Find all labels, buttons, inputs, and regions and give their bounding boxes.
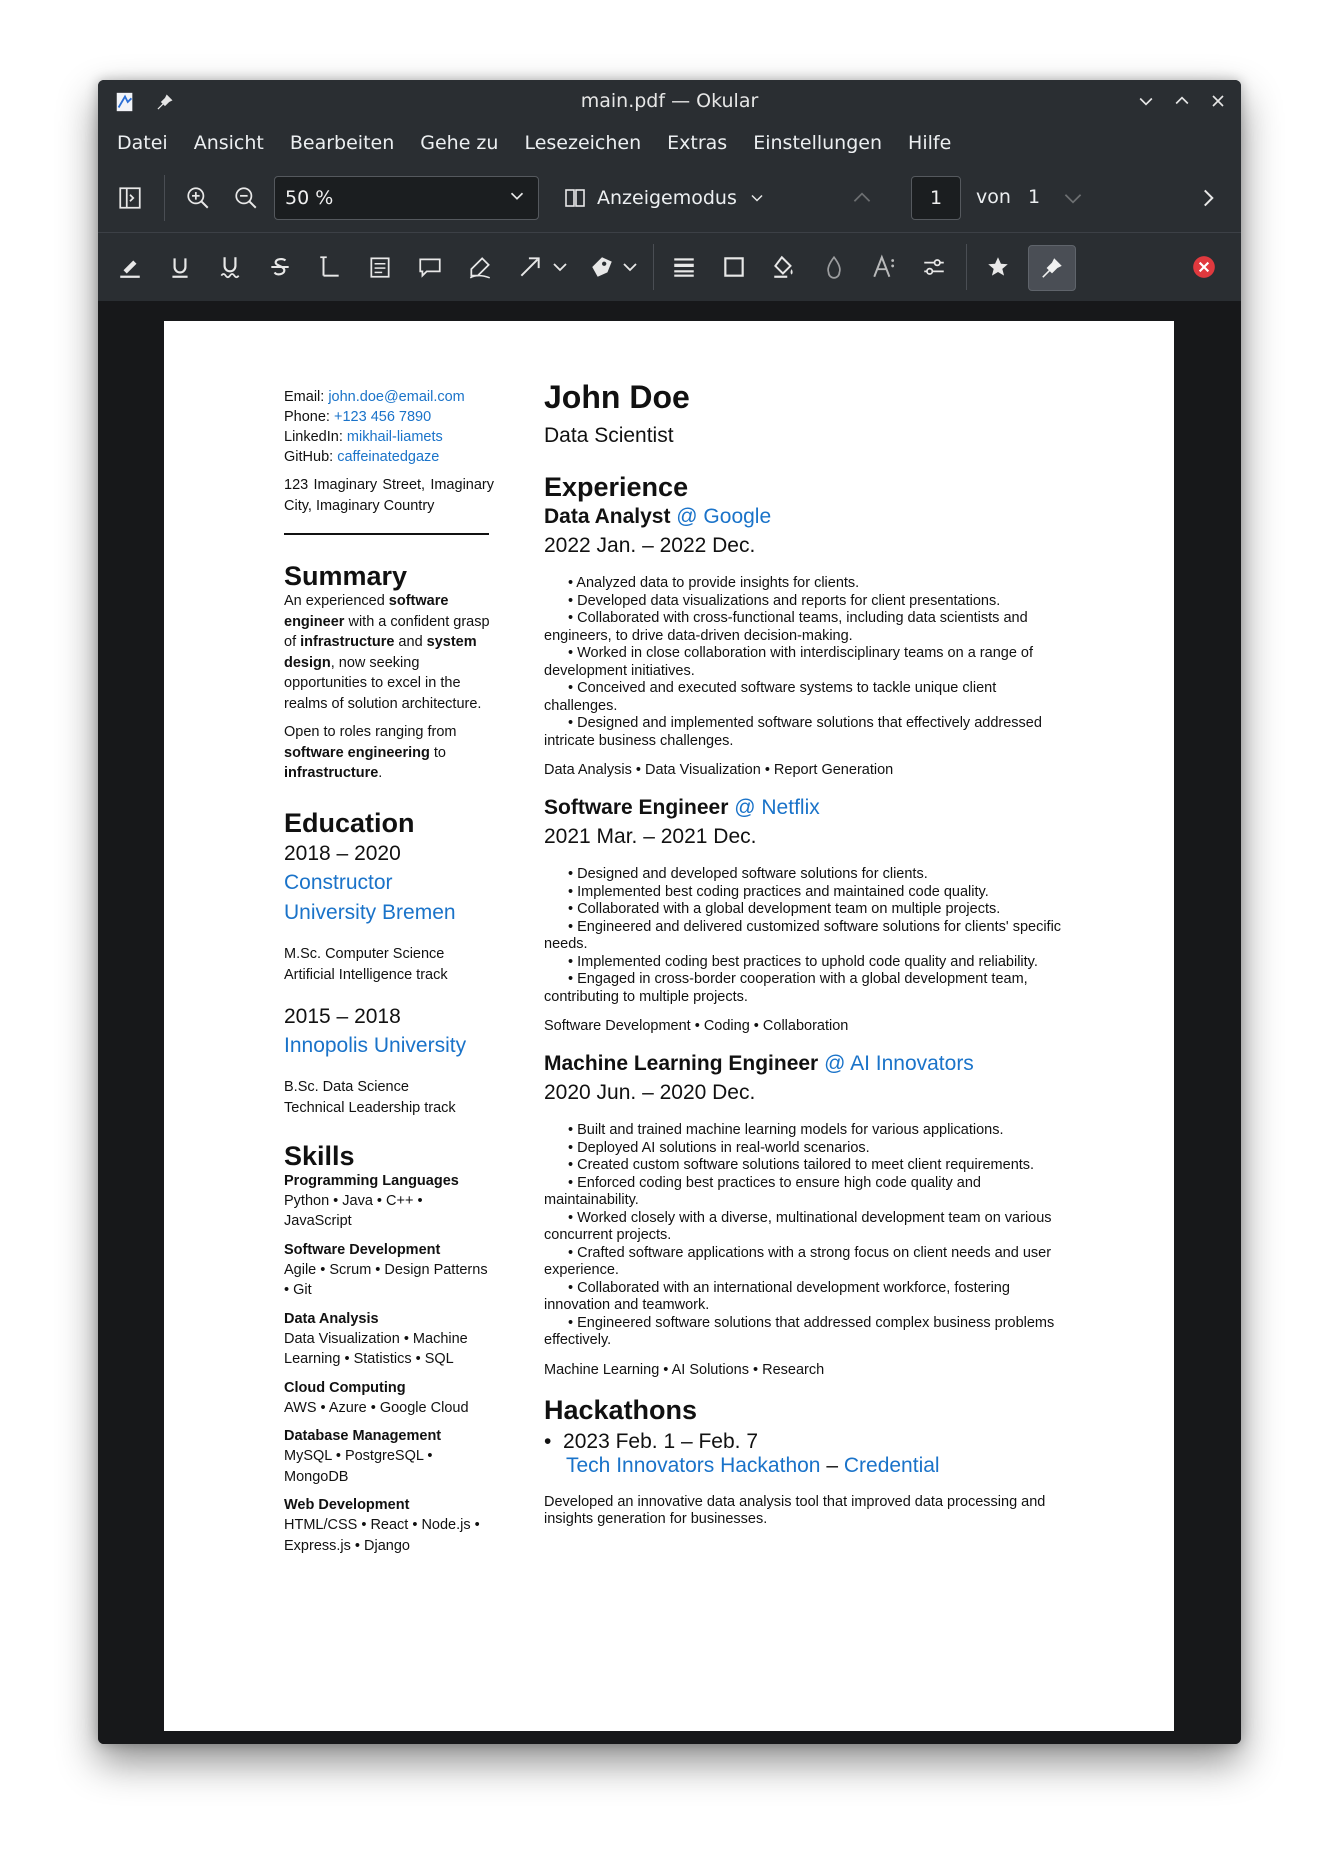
education-institution[interactable]: Constructor: [284, 870, 393, 894]
education-years: 2018 – 2020: [284, 841, 401, 865]
annotation-settings-icon[interactable]: [914, 247, 954, 287]
pin-toolbar-icon[interactable]: [1028, 245, 1076, 291]
list-item: • Enforced coding best practices to ensure high code quality and maintainability.: [544, 1174, 981, 1208]
resume-right-column: [544, 379, 1064, 1529]
menu-extras[interactable]: Extras: [667, 132, 728, 154]
title-bar[interactable]: [98, 80, 1241, 122]
education-years: 2015 – 2018: [284, 1005, 401, 1028]
toolbar-separator: [653, 244, 654, 290]
close-toolbar-icon[interactable]: [1184, 247, 1224, 287]
github-link[interactable]: caffeinatedgaze: [337, 449, 440, 465]
email-link[interactable]: john.doe@email.com: [328, 389, 465, 405]
skill-values: Python • Java • C++ • JavaScript: [284, 1192, 423, 1229]
more-tools-chevron-icon[interactable]: [1188, 178, 1228, 218]
minimize-icon[interactable]: [1133, 88, 1159, 114]
list-item: • Crafted software applications with a strong focus on client needs and user experience.: [544, 1244, 1052, 1278]
menu-ansicht[interactable]: Ansicht: [193, 132, 264, 154]
close-icon[interactable]: [1205, 88, 1231, 114]
toolbar-separator: [164, 175, 165, 221]
menu-bearbeiten[interactable]: Bearbeiten: [289, 132, 395, 154]
skill-values: HTML/CSS • React • Node.js • Express.js • Django: [284, 1517, 480, 1554]
menu-lesezeichen[interactable]: Lesezeichen: [524, 132, 642, 154]
chevron-down-icon: [747, 188, 767, 208]
contact-email: [284, 387, 494, 407]
summary-roles: Open to roles ranging from software engineering to infrastructure.: [284, 724, 457, 781]
fill-color-icon[interactable]: [764, 247, 804, 287]
hackathons-heading: Hackathons: [544, 1394, 698, 1425]
hackathon-date: • 2023 Feb. 1 – Feb. 7: [544, 1429, 758, 1453]
list-item: • Engineered software solutions that addressed complex business problems effectively.: [544, 1314, 1055, 1348]
education-track: Artificial Intelligence track: [284, 966, 448, 983]
list-item: • Designed and developed software solutions for clients.: [568, 866, 928, 882]
page-number-input[interactable]: 1: [911, 176, 961, 220]
arrow-line-icon[interactable]: [510, 247, 550, 287]
menu-einstellungen[interactable]: Einstellungen: [753, 132, 883, 154]
education-institution[interactable]: Innopolis University: [284, 1034, 467, 1057]
education-heading: Education: [284, 807, 415, 838]
education-degree: B.Sc. Data Science: [284, 1079, 409, 1095]
contact-linkedin: [284, 427, 494, 447]
list-item: • Collaborated with cross-functional teams, including data scientists and engineers, to drive data-driven decision-making.: [544, 610, 1028, 644]
list-item: • Built and trained machine learning models for various applications.: [568, 1122, 1004, 1138]
squiggly-underline-icon[interactable]: [210, 247, 250, 287]
job-entry: [544, 1050, 1064, 1380]
skill-values: MySQL • PostgreSQL • MongoDB: [284, 1448, 433, 1485]
job-tags: Data Analysis • Data Visualization • Report Generation: [544, 762, 894, 778]
skill-values: Data Visualization • Machine Learning • Statistics • SQL: [284, 1330, 468, 1367]
menu-hilfe[interactable]: Hilfe: [908, 132, 952, 154]
menu-datei[interactable]: Datei: [117, 132, 168, 154]
list-item: • Engaged in cross-border cooperation with a global development team, contributing to multiple projects.: [544, 971, 1028, 1005]
hackathon-description: Developed an innovative data analysis tool that improved data processing and insights generation for businesses.: [544, 1493, 1046, 1527]
skill-values: Agile • Scrum • Design Patterns • Git: [284, 1261, 488, 1298]
view-mode-label: Anzeigemodus: [597, 187, 737, 209]
zoom-value: 50 %: [285, 187, 334, 209]
previous-page-icon[interactable]: [842, 178, 882, 218]
skill-category: Data Analysis: [284, 1310, 379, 1327]
skill-values: AWS • Azure • Google Cloud: [284, 1399, 469, 1416]
skill-category: Software Development: [284, 1241, 441, 1258]
education-track: Technical Leadership track: [284, 1100, 456, 1116]
stamp-icon[interactable]: [582, 247, 622, 287]
list-item: • Conceived and executed software systems to tackle unique client challenges.: [544, 680, 997, 714]
job-entry: [544, 503, 1064, 780]
credential-link[interactable]: Credential: [843, 1453, 940, 1477]
menu-gehe-zu[interactable]: Gehe zu: [420, 132, 499, 154]
list-item: • Collaborated with a global development team on multiple projects.: [568, 901, 1001, 917]
list-item: • Implemented best coding practices and maintained code quality.: [568, 883, 989, 900]
font-icon[interactable]: [864, 247, 904, 287]
highlighter-icon[interactable]: [110, 247, 150, 287]
job-title: Data Analyst @ Google: [544, 505, 772, 528]
contact-github: [284, 447, 494, 467]
skill-category: Web Development: [284, 1497, 410, 1513]
linkedin-link[interactable]: mikhail-liamets: [346, 429, 443, 445]
skill-category: Cloud Computing: [284, 1379, 406, 1396]
strikethrough-icon[interactable]: [260, 247, 300, 287]
job-dates: 2021 Mar. – 2021 Dec.: [544, 825, 757, 848]
document-viewer[interactable]: [98, 301, 1241, 1744]
list-item: • Deployed AI solutions in real-world scenarios.: [568, 1139, 870, 1156]
job-dates: 2022 Jan. – 2022 Dec.: [544, 534, 756, 557]
okular-window: [98, 80, 1241, 1744]
page-of-label: von: [976, 186, 1011, 208]
page-total: 1: [1028, 186, 1041, 208]
github-label: GitHub:: [284, 449, 334, 465]
line-width-icon[interactable]: [664, 247, 704, 287]
view-mode-icon: [563, 186, 587, 210]
toolbar-separator: [966, 244, 967, 290]
maximize-icon[interactable]: [1169, 88, 1195, 114]
education-degree: M.Sc. Computer Science: [284, 945, 445, 962]
email-label: Email:: [284, 389, 325, 405]
chevron-down-icon: [506, 185, 528, 207]
contact-address: 123 Imaginary Street, Imaginary City, Imaginary Country: [284, 477, 494, 514]
hackathon-title: Tech Innovators Hackathon – Credential: [566, 1453, 940, 1477]
skill-category: Database Management: [284, 1428, 442, 1444]
summary-heading: Summary: [284, 561, 408, 591]
menu-bar: [98, 122, 1241, 164]
job-bullets: [544, 575, 1064, 750]
pdf-page: [164, 321, 1174, 1731]
list-item: • Designed and implemented software solutions that effectively addressed intricate business challenges.: [544, 715, 1042, 749]
phone-link[interactable]: +123 456 7890: [334, 409, 432, 425]
opacity-drop-icon[interactable]: [814, 247, 854, 287]
job-dates: 2020 Jun. – 2020 Dec.: [544, 1081, 756, 1104]
zoom-out-icon[interactable]: [226, 178, 266, 218]
job-company-link[interactable]: @ AI Innovators: [824, 1052, 974, 1075]
underline-icon[interactable]: [160, 247, 200, 287]
next-page-icon[interactable]: [1053, 178, 1093, 218]
divider: [284, 533, 489, 535]
note-icon[interactable]: [360, 247, 400, 287]
list-item: • Analyzed data to provide insights for clients.: [568, 575, 860, 591]
comment-icon[interactable]: [410, 247, 450, 287]
freehand-pen-icon[interactable]: [460, 247, 500, 287]
resume-role: Data Scientist: [544, 424, 674, 447]
annotation-toolbar: [98, 233, 1241, 301]
list-item: • Engineered and delivered customized software solutions for clients' specific needs.: [544, 918, 1062, 952]
window-title: main.pdf — Okular: [580, 90, 759, 112]
zoom-select[interactable]: [274, 176, 539, 220]
summary-paragraph: An experienced software engineer with a confident grasp of infrastructure and system design, now seeking opportunities to excel in the realms of solution architecture.: [284, 593, 490, 712]
view-mode-button[interactable]: [563, 178, 767, 218]
resume-name: John Doe: [544, 379, 690, 415]
phone-label: Phone:: [284, 409, 330, 425]
job-company-link[interactable]: @ Google: [676, 505, 772, 528]
arrow-dropdown-chevron-icon[interactable]: [548, 247, 572, 287]
job-title: Machine Learning Engineer @ AI Innovators: [544, 1052, 974, 1075]
hackathon-link[interactable]: Tech Innovators Hackathon: [566, 1453, 821, 1477]
contact-phone: [284, 407, 494, 427]
list-item: • Developed data visualizations and reports for client presentations.: [568, 592, 1001, 609]
skill-category: Programming Languages: [284, 1172, 459, 1189]
job-tags: Software Development • Coding • Collaboration: [544, 1018, 849, 1034]
experience-heading: Experience: [544, 472, 689, 502]
list-item: • Implemented coding best practices to uphold code quality and reliability.: [568, 953, 1038, 970]
linkedin-label: LinkedIn:: [284, 429, 343, 445]
job-bullets: [544, 866, 1064, 1006]
skills-heading: Skills: [284, 1140, 355, 1171]
typewriter-icon[interactable]: [310, 247, 350, 287]
education-institution[interactable]: University Bremen: [284, 900, 456, 924]
job-tags: Machine Learning • AI Solutions • Research: [544, 1361, 825, 1378]
list-item: • Created custom software solutions tailored to meet client requirements.: [568, 1157, 1035, 1173]
list-item: • Worked closely with a diverse, multinational development team on various concurrent projects.: [544, 1209, 1052, 1243]
list-item: • Collaborated with an international development workforce, fostering innovation and teamwork.: [544, 1279, 1010, 1313]
list-item: • Worked in close collaboration with interdisciplinary teams on a range of development initiatives.: [544, 645, 1034, 679]
sidebar-toggle-icon[interactable]: [110, 178, 150, 218]
zoom-in-icon[interactable]: [178, 178, 218, 218]
resume-left-column: [284, 387, 494, 1556]
main-toolbar: [98, 164, 1241, 233]
job-title: Software Engineer @ Netflix: [544, 796, 820, 819]
favorite-star-icon[interactable]: [978, 247, 1018, 287]
stamp-dropdown-chevron-icon[interactable]: [618, 247, 642, 287]
job-bullets: [544, 1122, 1064, 1350]
shape-rectangle-icon[interactable]: [714, 247, 754, 287]
job-company-link[interactable]: @ Netflix: [734, 796, 820, 819]
job-entry: [544, 794, 1064, 1036]
